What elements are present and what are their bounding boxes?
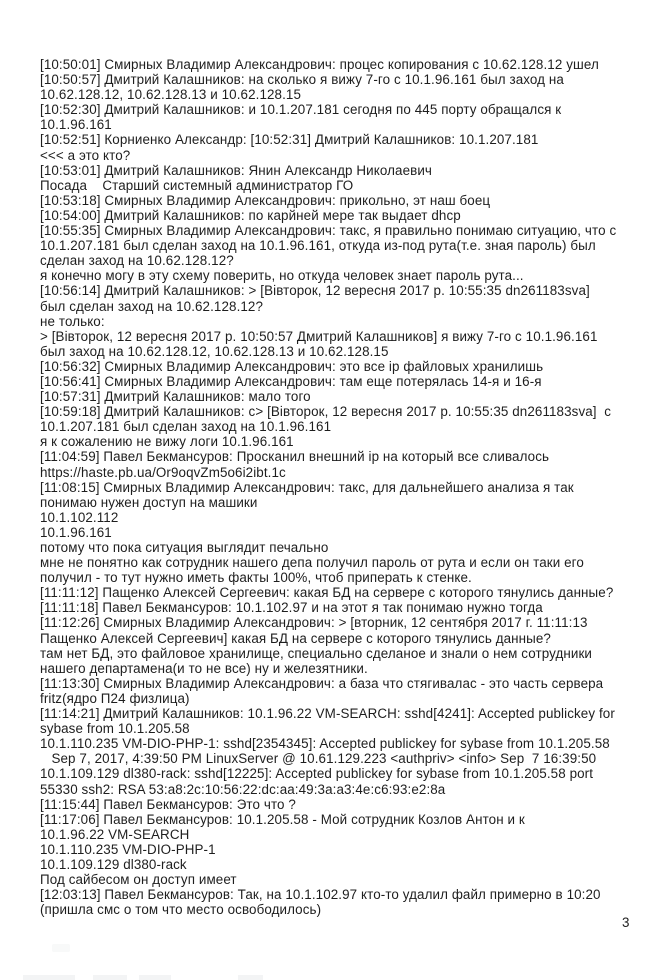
chat-line: [10:56:41] Смирных Владимир Александрович: там еще потерялась 14-я и 16-я [40,373,542,389]
chat-line: был сделан заход на 10.62.128.12? [40,298,264,314]
scan-artifact [23,975,75,980]
chat-line: Посада Старший системный администратор ГО [40,177,354,193]
chat-line: fritz(ядро П24 физлица) [40,690,190,706]
chat-line: [10:53:01] Дмитрий Калашников: Янин Александр Николаевич [40,162,433,178]
chat-line: [10:59:18] Дмитрий Калашников: с> [Вівторок, 12 вересня 2017 р. 10:55:35 dn261183sva] с [40,404,612,420]
scan-artifact [139,975,171,980]
chat-line: [10:50:01] Смирных Владимир Александрович: процес копирования с 10.62.128.12 ушел [40,57,599,72]
chat-line: [11:12:26] Смирных Владимир Александрович: > [вторник, 12 сентября 2017 г. 11:11:13 [40,615,588,631]
chat-line: [10:56:32] Смирных Владимир Александрович: это все ip файловых хранилишь [40,358,544,374]
chat-line: понимаю нужен доступ на машики [40,494,258,510]
scan-artifact [93,975,127,980]
chat-line: Под сайбесом он доступ имеет [40,872,237,888]
chat-line: [11:11:12] Пащенко Алексей Сергеевич: какая БД на сервере с которого тянулись данные? [40,585,614,601]
chat-line: https://haste.pb.ua/Or9oqvZm5o6i2ibt.1c [40,464,286,480]
page-number: 3 [622,915,630,930]
chat-line: 10.1.109.129 dl380-rack [40,856,187,872]
chat-line: [11:14:21] Дмитрий Калашников: 10.1.96.22 VM-SEARCH: sshd[4241]: Accepted publickey for [40,706,615,722]
chat-line: я конечно могу в эту схему поверить, но откуда человек знает пароль рута... [40,268,524,284]
chat-line: 55330 ssh2: RSA 53:a8:2c:10:56:22:dc:aa:49:3a:a3:4e:c6:93:e2:8a [40,781,446,797]
chat-line: [11:13:30] Смирных Владимир Александрович: а база что стягивалас - это часть сервера [40,675,604,691]
chat-line: [10:52:51] Корниенко Александр: [10:52:31] Дмитрий Калашников: 10.1.207.181 [40,132,539,148]
chat-line: [10:52:30] Дмитрий Калашников: и 10.1.207.181 сегодня по 445 порту обращался к [40,102,562,118]
chat-line: потому что пока ситуация выглядит печально [40,540,329,555]
chat-line: [10:55:35] Смирных Владимир Александрович: такс, я правильно понимаю ситуацию, что с [40,223,617,239]
chat-line: 10.1.96.22 VM-SEARCH [40,826,190,842]
chat-line: мне не понятно как сотрудник нашего депа получил пароль от рута и если он таки его [40,555,584,571]
chat-line: <<< а это кто? [40,147,131,163]
chat-log [40,57,625,917]
chat-line: сделан заход на 10.62.128.12? [40,253,234,269]
chat-line: был заход на 10.62.128.12, 10.62.128.13 и 10.62.128.15 [40,343,389,359]
scan-artifact [52,944,70,952]
chat-line: я к сожалению не вижу логи 10.1.96.161 [40,434,294,450]
scan-artifact [238,975,263,980]
chat-line: 10.1.110.235 VM-DIO-PHP-1 [40,841,216,857]
chat-line: > [Вівторок, 12 вересня 2017 р. 10:50:57 Дмитрий Калашников] я вижу 7-го с 10.1.96.161 [40,328,598,344]
chat-line: там нет БД, это файловое хранилище, специально сделаное и знали о нем сотрудники [40,645,592,661]
chat-line: (пришла смс о том что место освободилось) [40,902,322,918]
chat-line: [10:54:00] Дмитрий Калашников: по карйней мере так выдает dhcp [40,207,461,223]
chat-line: 10.1.102.112 [40,509,119,525]
chat-line: получил - то тут нужно иметь факты 100%, чтоб приперать к стенке. [40,570,472,586]
chat-line: sybase from 10.1.205.58 [40,721,190,737]
chat-line: [10:57:31] Дмитрий Калашников: мало того [40,389,311,405]
chat-line: Sep 7, 2017, 4:39:50 PM LinuxServer @ 10.61.129.223 <authpriv> <info> Sep 7 16:39:50 [40,751,597,767]
chat-line: 10.1.207.181 был сделан заход на 10.1.96.161 [40,419,332,435]
chat-line: 10.1.96.161 [40,524,112,540]
chat-line: 10.1.109.129 dl380-rack: sshd[12225]: Accepted publickey for sybase from 10.1.205.58 port [40,766,594,782]
chat-line: [10:50:57] Дмитрий Калашников: на сколько я вижу 7-го с 10.1.96.161 был заход на [40,72,564,88]
chat-line: Пащенко Алексей Сергеевич] какая БД на сервере с которого тянулись данные? [40,630,551,646]
chat-line: [11:17:06] Павел Бекмансуров: 10.1.205.58 - Мой сотрудник Козлов Антон и к [40,811,525,827]
chat-line: нашего департамена(и то не все) ну и железятники. [40,660,368,676]
chat-line: [10:56:14] Дмитрий Калашников: > [Вівторок, 12 вересня 2017 р. 10:55:35 dn261183sva] [40,283,590,299]
chat-line: 10.1.96.161 [40,117,112,133]
chat-line: [11:15:44] Павел Бекмансуров: Это что ? [40,796,296,812]
chat-line: [11:04:59] Павел Бекмансуров: Просканил внешний ip на который все сливалось [40,449,550,465]
chat-line: [11:11:18] Павел Бекмансуров: 10.1.102.97 и на этот я так понимаю нужно тогда [40,600,543,616]
chat-line: [12:03:13] Павел Бекмансуров: Так, на 10.1.102.97 кто-то удалил файл примерно в 10:20 [40,887,601,903]
chat-line: 10.1.110.235 VM-DIO-PHP-1: sshd[2354345]: Accepted publickey for sybase from 10.1.205.58 [40,736,610,752]
chat-line: 10.62.128.12, 10.62.128.13 и 10.62.128.15 [40,87,302,103]
chat-line: [10:53:18] Смирных Владимир Александрович: прикольно, эт наш боец [40,192,491,208]
chat-line: [11:08:15] Смирных Владимир Александрович: такс, для дальнейшего анализа я так [40,479,574,495]
chat-line: 10.1.207.181 был сделан заход на 10.1.96.161, откуда из-под рута(т.е. зная пароль) был [40,238,596,254]
chat-line: не только: [40,313,105,329]
